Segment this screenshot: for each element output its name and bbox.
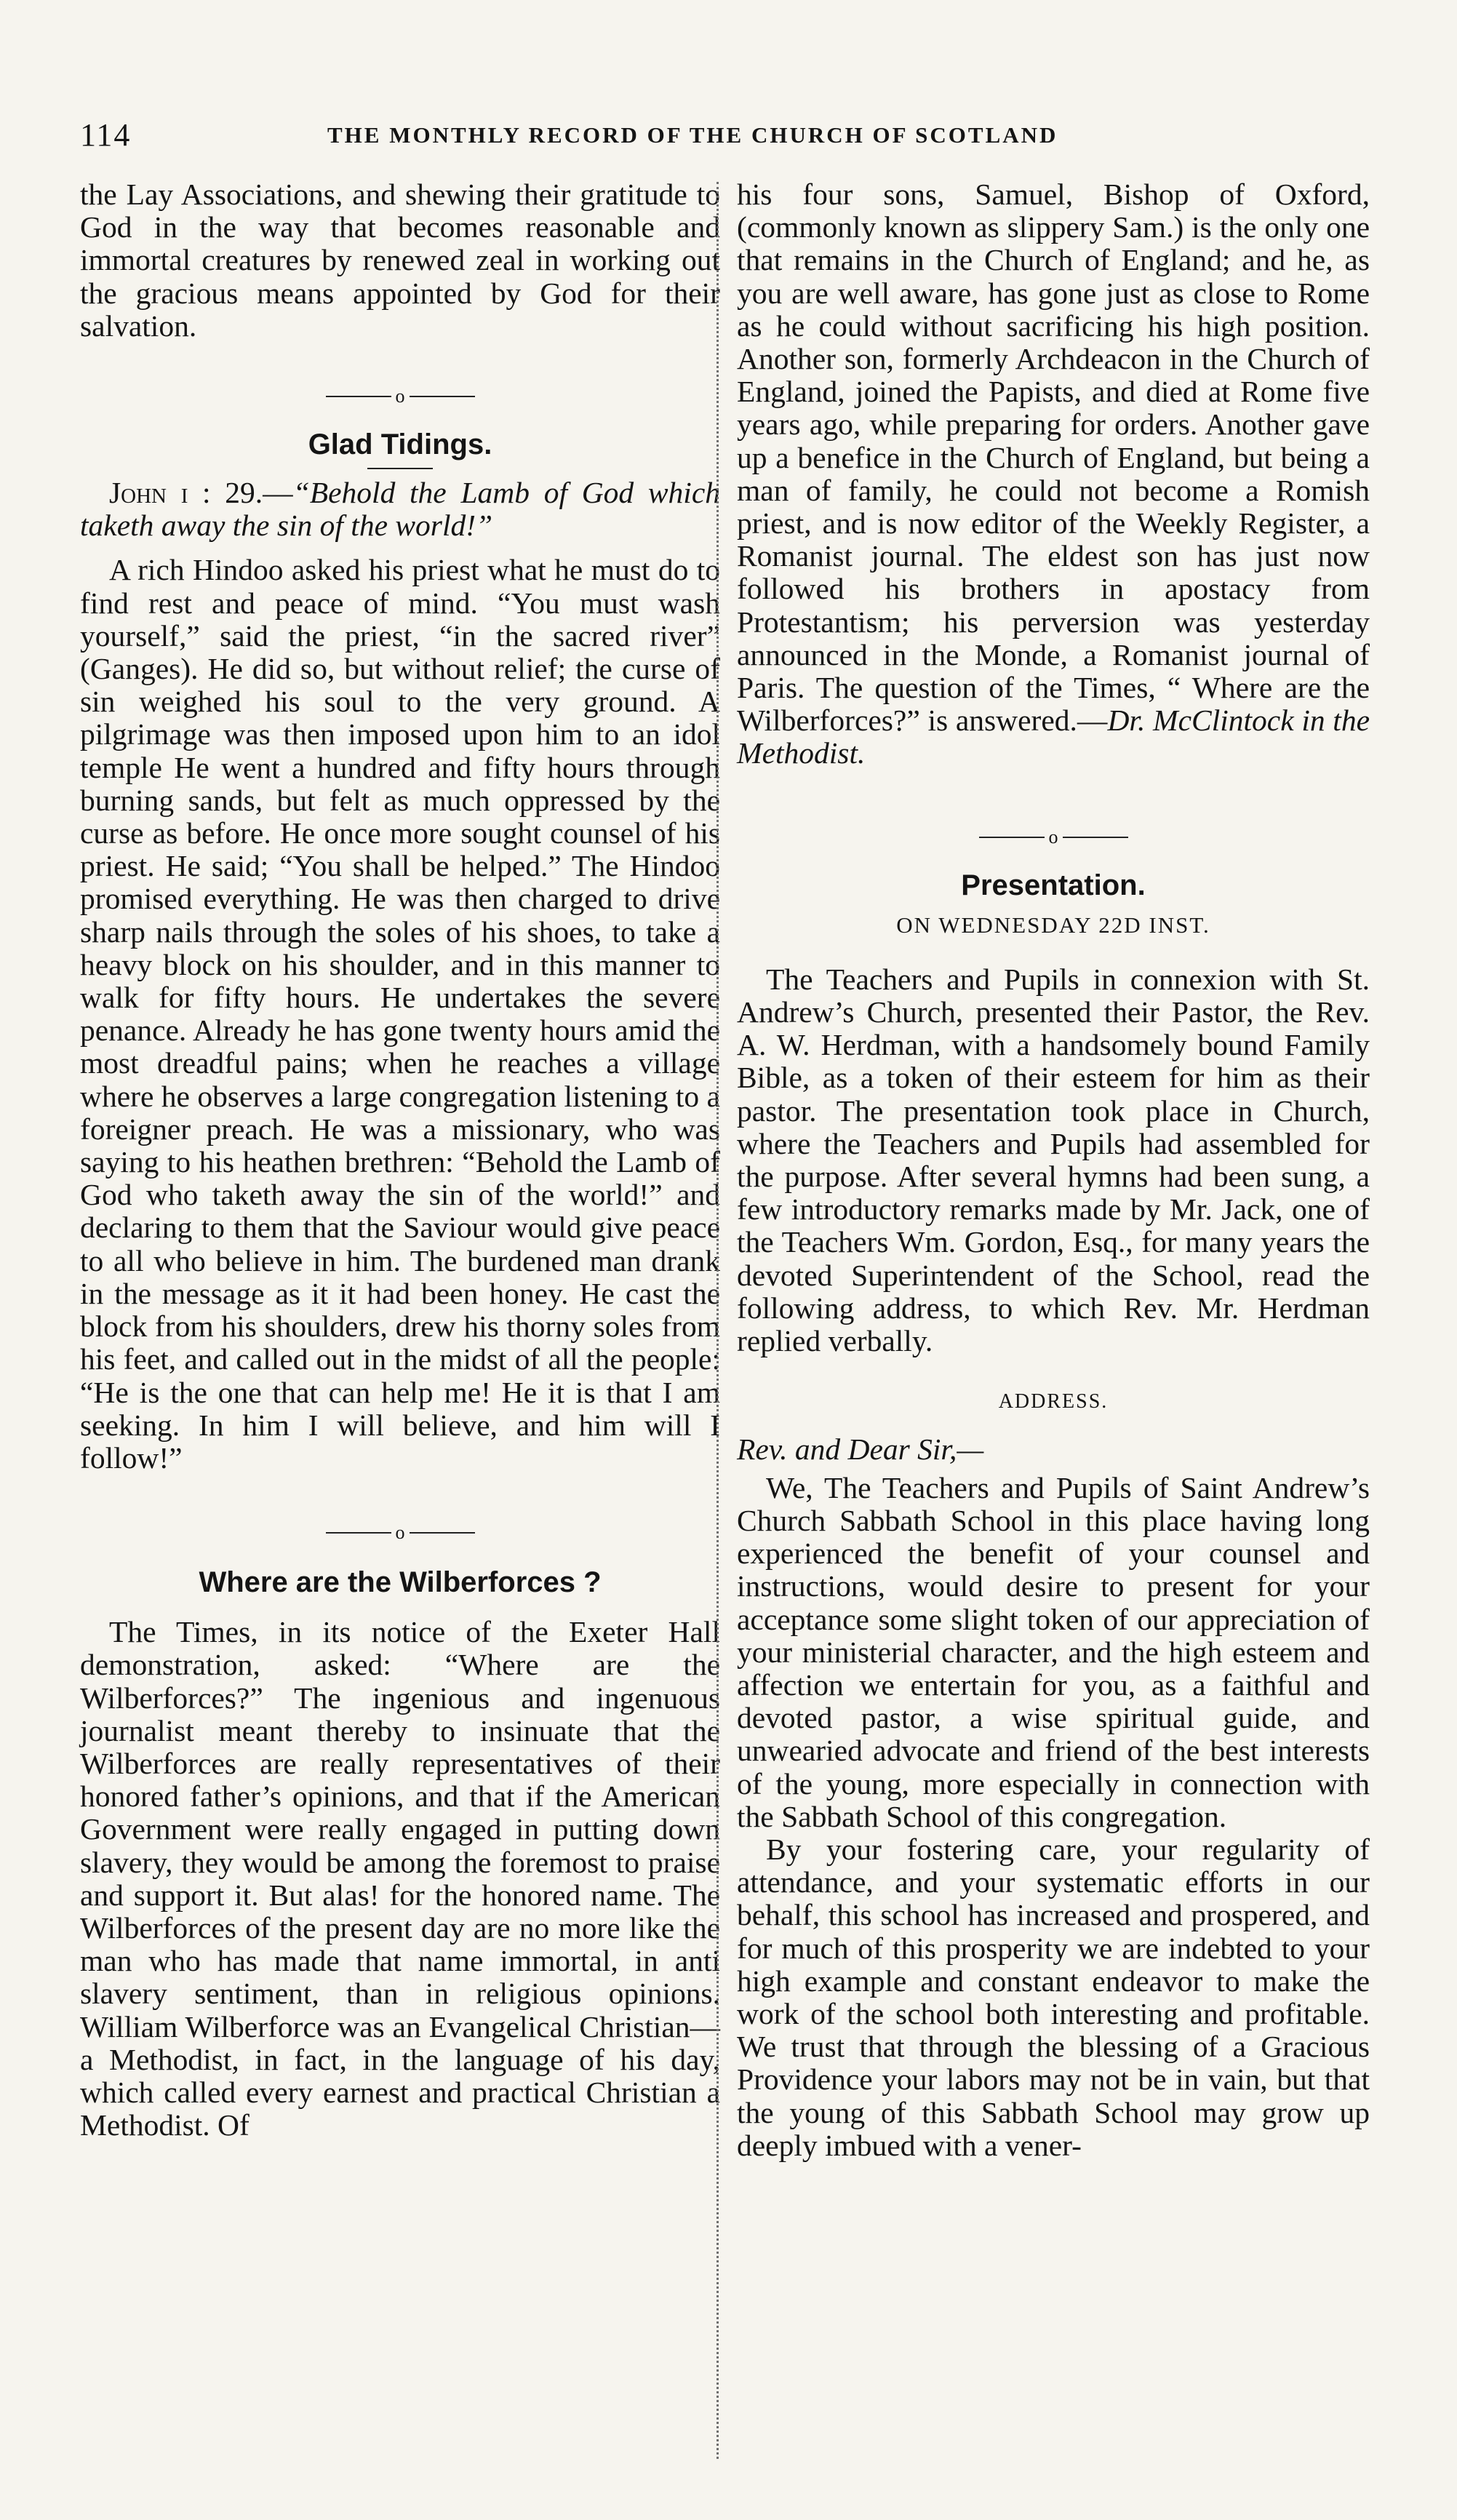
section-separator: o bbox=[80, 1517, 720, 1546]
column-divider bbox=[716, 182, 719, 2459]
presentation-heading: Presentation. bbox=[961, 869, 1146, 901]
section-separator: o bbox=[80, 380, 720, 410]
wilberforces-heading: Where are the Wilberforces ? bbox=[199, 1566, 602, 1599]
wilberforces-continued bbox=[737, 178, 1370, 770]
page-header bbox=[80, 116, 1360, 160]
address-label: ADDRESS. bbox=[998, 1390, 1109, 1413]
address-paragraph: By your fostering care, your regularity of attendance, and your systematic efforts in our behalf, this school has increased and prospered, and for much of this prosperity we are indebted to your high example and constant endeavor to make the work of the school both interesting and profitable. We trust that through the blessing of a Gracious Providence your labors may not be in vain, but that the young of this Sabbath School may grow up deeply imbued with a vener- bbox=[737, 1832, 1370, 2162]
presentation-subheading: ON WEDNESDAY 22D INST. bbox=[896, 912, 1210, 938]
address-salutation: Rev. and Dear Sir,— bbox=[737, 1432, 984, 1466]
page-number: 114 bbox=[80, 117, 132, 153]
running-title: THE MONTHLY RECORD OF THE CHURCH OF SCOTLAND bbox=[327, 122, 1058, 148]
verse-reference: John i : 29.— bbox=[109, 476, 293, 510]
right-column bbox=[737, 178, 1370, 2162]
presentation-body: The Teachers and Pupils in connexion with St. Andrew’s Church, presented their Pastor, the Rev. A. W. Herdman, with a handsomely bound Family Bible, as a token of their esteem for him as their pastor. The presentation took place in Church, where the Teachers and Pupils had assembled for the purpose. After several hymns had been sung, a few introductory remarks made by Mr. Jack, one of the Teachers Wm. Gordon, Esq., for many years the devoted Superintendent of the School, read the following address, to which Rev. Mr. Herdman replied verbally. bbox=[737, 962, 1370, 1358]
address-paragraph: We, The Teachers and Pupils of Saint Andrew’s Church Sabbath School in this place having long experienced the benefit of your counsel and instructions, would desire to present for your acceptance some slight token of our appreciation of your ministerial character, and the high esteem and affection we entertain for you, as a faithful and devoted pastor, a wise spiritual guide, and unwearied advocate and friend of the best interests of the young, more especially in connection with the Sabbath School of this congregation. bbox=[737, 1470, 1370, 1833]
wilberforces-body: The Times, in its notice of the Exeter Hall demonstration, asked: “Where are the Wilberforces?” The ingenious and ingenuous journalist meant thereby to insinuate that the Wilberforces are really representatives of their honored father’s opinions, and that if the American Government were really engaged in putting down slavery, they would be among the foremost to praise and support it. But alas! for the honored name. The Wilberforces of the present day are no more like the man who has made that name immortal, in anti slavery sentiment, than in religious opinions. William Wilberforce was an Evangelical Christian—a Methodist, in fact, in the language of his day, which called every earnest and practical Christian a Methodist. Of bbox=[80, 1615, 720, 2142]
section-separator: o bbox=[737, 821, 1370, 850]
glad-tidings-heading: Glad Tidings. bbox=[308, 428, 492, 461]
verse-text: “Behold the Lamb of God which taketh away the sin of the world!” bbox=[80, 476, 721, 543]
glad-tidings-body: A rich Hindoo asked his priest what he must do to find rest and peace of mind. “You must wash yourself,” said the priest, “in the sacred river” (Ganges). He did so, but without relief; the curse of sin weighed his soul to the very ground. A pilgrimage was then imposed upon him to an idol temple He went a hundred and fifty hours through burning sands, but felt as much oppressed by the curse as before. He once more sought counsel of his priest. He said; “You shall be helped.” The Hindoo promised everything. He was then charged to drive sharp nails through the soles of his shoes, to take a heavy block on his shoulder, and in this manner to walk for fifty hours. He undertakes the severe penance. Already he has gone twenty hours amid the most dreadful pains; when he reaches a village where he observes a large congregation listening to a foreigner preach. He was a missionary, who was saying to his heathen brethren: “Behold the Lamb of God who taketh away the sin of the world!” and declaring to them that the Saviour would give peace to all who believe in him. The burdened man drank in the message as it it had been honey. He cast the block from his shoulders, drew his thorny soles from his feet, and called out in the midst of all the people: “He is the one that can help me! He it is that I am seeking. In him I will believe, and him will I follow!” bbox=[80, 553, 720, 1475]
left-column bbox=[80, 178, 720, 2142]
heading-rule bbox=[367, 468, 433, 469]
wilberforces-source: Dr. McClintock in the Methodist. bbox=[737, 703, 1370, 770]
verse-citation bbox=[80, 477, 720, 542]
wilberforces-continued-text: his four sons, Samuel, Bishop of Oxford, (commonly known as slippery Sam.) is the only one that remains in the Church of England; and he, as you are well aware, has gone just as close to Rome as he could without sacrificing his high position. Another son, formerly Archdeacon in the Church of England, joined the Papists, and died at Rome five years ago, while preparing for orders. Another gave up a benefice in the Church of England, but being a man of family, he could not become a Romish priest, and is now editor of the Weekly Register, a Romanist journal. The eldest son has just now followed his brothers in apostacy from Protestantism; his perversion was yesterday announced in the Monde, a Romanist journal of Paris. The question of the Times, “ Where are the Wilberforces?” is answered.— bbox=[737, 178, 1370, 738]
intro-paragraph: the Lay Associations, and shewing their gratitude to God in the way that becomes reasonable and immortal creatures by renewed zeal in working out the gracious means appointed by God for their salvation. bbox=[80, 178, 720, 343]
